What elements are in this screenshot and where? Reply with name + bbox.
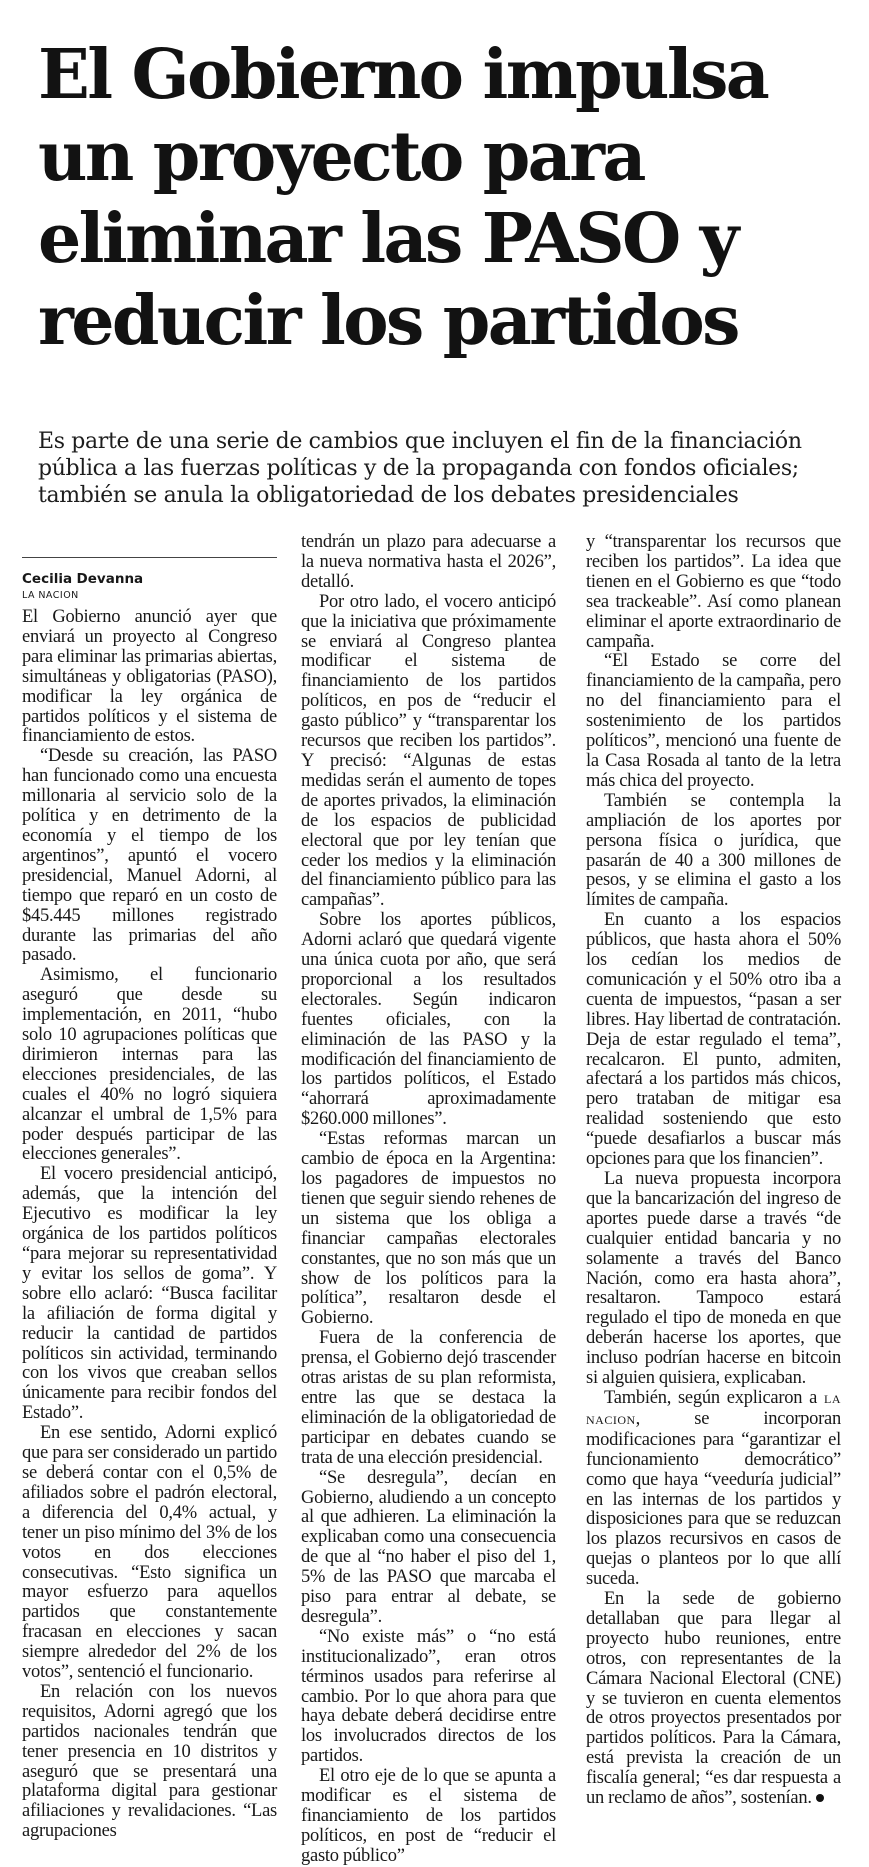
paragraph: El Gobierno anunció ayer que enviará un proyecto al Congreso para eliminar las primarias abiertas, simultáneas y obligatorias (PASO), modificar la ley orgánica de partidos políticos y el sistema de financiamiento de estos. — [22, 607, 277, 747]
paragraph: “El Estado se corre del financiamiento de la campaña, pero no del financiamiento para el sostenimiento de los partidos políticos”, mencionó una fuente de la Casa Rosada al tanto de la letra más chica del proyecto. — [586, 651, 841, 791]
paragraph: Asimismo, el funcionario aseguró que desde su implementación, en 2011, “hubo solo 10 agrupaciones políticas que dirimieron internas para las elecciones presidenciales, de las cuales el 40% no logró siquiera alcanzar el umbral de 1,5% para poder después participar de las elecciones generales”. — [22, 965, 277, 1165]
article-column-1 — [22, 557, 277, 1842]
paragraph: tendrán un plazo para adecuarse a la nueva normativa hasta el 2026”, detalló. — [301, 532, 556, 592]
paragraph: “No existe más” o “no está institucionalizado”, eran otros términos usados para referirse al cambio. Por lo que ahora para que haya debate deberá decidirse entre los involucrados directos de los partidos. — [301, 1626, 556, 1767]
byline — [22, 557, 277, 602]
paragraph: El otro eje de lo que se apunta a modificar es el sistema de financiamiento de los partidos políticos, en post de “reducir el gasto público” — [301, 1766, 556, 1866]
headline: El Gobierno impulsa un proyecto para eliminar las PASO y reducir los partidos — [38, 35, 768, 361]
paragraph: En cuanto a los espacios públicos, que hasta ahora el 50% los cedían los medios de comunicación y el 50% otro iba a cuenta de impuestos, “pasan a ser libres. Hay libertad de contratación. Deja de estar regulado el tema”, recalcaron. El punto, admiten, afectará a los partidos más chicos, pero trataban de mitigar esa realidad sosteniendo que esto “puede desafiarlos a buscar más opciones para que los financien”. — [586, 910, 842, 1170]
paragraph: “Desde su creación, las PASO han funcionado como una encuesta millonaria al servicio solo de la política y en detrimento de la economía y el tiempo de los argentinos”, apuntó el vocero presidencial, Manuel Adorni, al tiempo que reparó en un costo de $45.445 millones registrado durante las primarias del año pasado. — [22, 746, 277, 966]
outlet-name: LA NACION — [22, 590, 79, 601]
paragraph: “Estas reformas marcan un cambio de época en la Argentina: los pagadores de impuestos no tienen que seguir siendo rehenes de un sistema que los obliga a financiar campañas electorales constantes, que no son más que un show de los políticos para la política”, resaltaron desde el Gobierno. — [301, 1129, 556, 1329]
paragraph: La nueva propuesta incorpora que la bancarización del ingreso de aportes puede darse a través “de cualquier entidad bancaria y no solamente a través del Banco Nación, como era hasta ahora”, resaltaron. Tampoco estará regulado el tipo de moneda en que deberán hacerse los aportes, que incluso podrían hacerse en bitcoin si alguien quisiera, explicaban. — [586, 1169, 841, 1389]
article-column-3 — [586, 533, 841, 1809]
paragraph-text: En la sede de gobierno detallaban que para llegar al proyecto hubo reuniones, entre otros, con representantes de la Cámara Nacional Electoral (CNE) y se tuvieron en cuenta elementos de otros proyectos presentados por partidos políticos. Para la Cámara, está prevista la creación de un fiscalía general; “es dar respuesta a un reclamo de años”, sostenían. — [586, 1589, 841, 1809]
article-column-2 — [301, 533, 556, 1867]
paragraph: En ese sentido, Adorni explicó que para ser considerado un partido se deberá contar con el 0,5% de afiliados sobre el padrón electoral, a diferencia del 0,4% actual, y tener un piso mínimo del 3% de los votos en dos elecciones consecutivas. “Esto significa un mayor esfuerzo para aquellos partidos que constantemente fracasan en elecciones y sacan siempre alrededor del 2% de los votos”, sentenció el funcionario. — [22, 1423, 277, 1683]
paragraph — [586, 1389, 841, 1590]
paragraph: Fuera de la conferencia de prensa, el Gobierno dejó trascender otras aristas de su plan reformista, entre las que se destaca la eliminación de la obligatoriedad de participar en debates cuando se trata de una elección presidencial. — [301, 1328, 556, 1468]
subheadline: Es parte de una serie de cambios que incluyen el fin de la financiación pública a las fuerzas políticas y de la propaganda con fondos oficiales; también se anula la obligatoriedad de los debates presidenciales — [38, 429, 802, 508]
paragraph-text: También, según explicaron a — [604, 1387, 824, 1408]
paragraph: El vocero presidencial anticipó, además, que la intención del Ejecutivo es modificar la ley orgánica de los partidos políticos “para mejorar su representatividad y evitar los sellos de goma”. Y sobre ello aclaró: “Busca facilitar la afiliación de forma digital y reducir la cantidad de partidos políticos sin actividad, terminando con los vivos que creaban sellos únicamente para recibir fondos del Estado”. — [22, 1164, 277, 1424]
outlet-mention: LA NACION — [586, 1391, 841, 1427]
end-mark-icon — [816, 1794, 824, 1802]
paragraph: y “transparentar los recursos que reciben los partidos”. La idea que tienen en el Gobierno es que “todo sea trackeable”. Así como planean eliminar el aporte extraordinario de campaña. — [586, 532, 841, 652]
paragraph — [586, 1590, 841, 1809]
author-name: Cecilia Devanna — [22, 571, 144, 587]
paragraph: Por otro lado, el vocero anticipó que la iniciativa que próximamente se enviará al Congreso plantea modificar el sistema de financiamiento de los partidos políticos, en pos de “reducir el gasto público” y “transparentar los recursos que reciben los partidos”. Y precisó: “Algunas de estas medidas serán el aumento de topes de aportes privados, la eliminación de los espacios de publicidad electoral que por ley tenían que ceder los medios y la eliminación del financiamiento público para las campañas”. — [301, 591, 556, 911]
paragraph: Sobre los aportes públicos, Adorni aclaró que quedará vigente una única cuota por año, que será proporcional a los resultados electorales. Según indicaron fuentes oficiales, con la eliminación de las PASO y la modificación del financiamiento de los partidos políticos, el Estado “ahorrará aproximadamente $260.000 millones”. — [301, 910, 556, 1130]
paragraph: También se contempla la ampliación de los aportes por persona física o jurídica, que pasarán de 40 a 300 millones de pesos, y se elimina el gasto a los límites de campaña. — [586, 790, 841, 911]
paragraph: En relación con los nuevos requisitos, Adorni agregó que los partidos nacionales tendrán que tener presencia en 10 distritos y aseguró que se presentará una plataforma digital para gestionar afiliaciones y revalidaciones. “Las agrupaciones — [22, 1681, 277, 1842]
paragraph-text: , se incorporan modificaciones para “garantizar el funcionamiento democrático” como que haya “veeduría judicial” en las internas de los partidos y disposiciones para que se reduzcan los plazos recursivos en casos de quejas o planteos por lo que allí suceda. — [586, 1408, 841, 1590]
paragraph: “Se desregula”, decían en Gobierno, aludiendo a un concepto al que adhieren. La eliminación la explicaban como una consecuencia de que al “no haber el piso del 1, 5% de las PASO que marcaba el piso para entrar al debate, se desregula”. — [301, 1467, 556, 1627]
